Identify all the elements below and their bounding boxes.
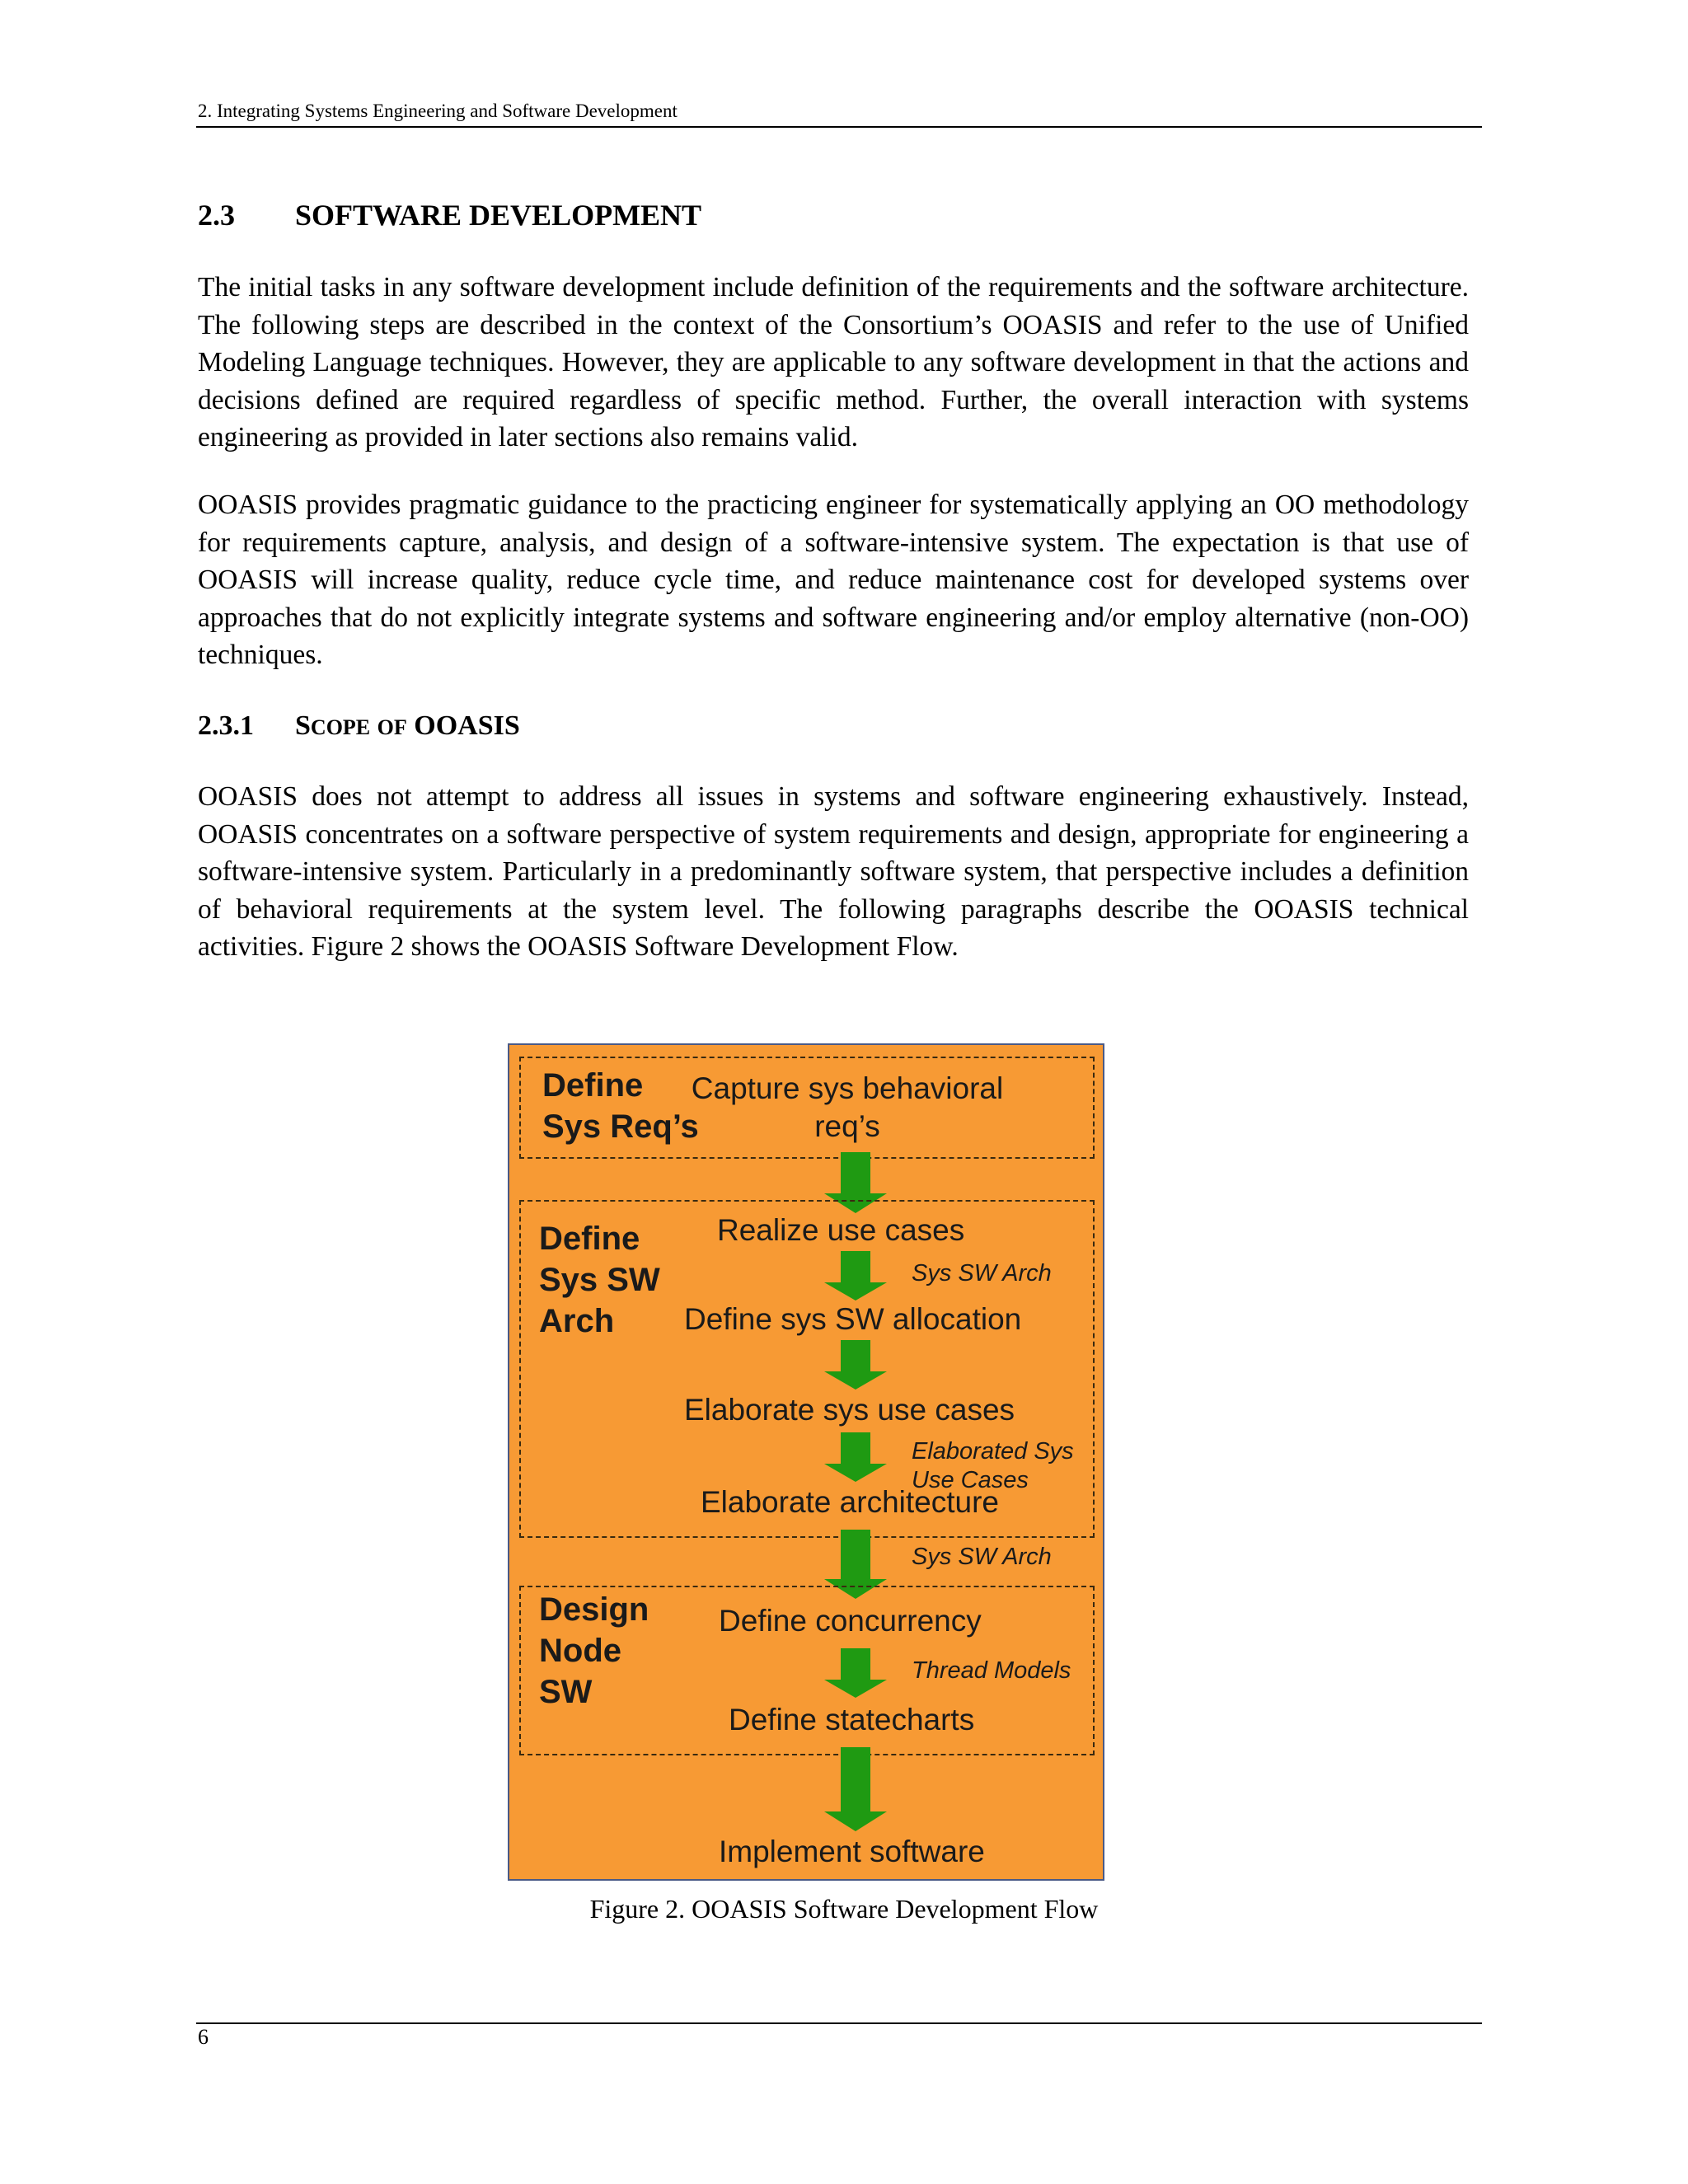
subsection-number: 2.3.1	[198, 710, 254, 741]
section-heading	[198, 198, 701, 232]
step-elaborate-architecture: Elaborate architecture	[701, 1485, 999, 1519]
artifact-sys-sw-arch: Sys SW Arch	[912, 1544, 1052, 1570]
page-number: 6	[198, 2025, 209, 2049]
step-capture-behavioral-reqs: Capture sys behavioral req’s	[691, 1071, 1004, 1143]
section-title: SOFTWARE DEVELOPMENT	[295, 199, 702, 232]
phase-define-sys-sw-arch: Define Sys SW Arch	[539, 1221, 660, 1339]
subsection-heading: 2.3.1 SCOPE OF OOASIS	[198, 710, 520, 741]
header-rule	[196, 126, 1482, 128]
section-number: 2.3	[198, 199, 235, 232]
step-realize-use-cases: Realize use cases	[717, 1213, 965, 1247]
development-flow-figure	[508, 1043, 1104, 1881]
footer-rule	[196, 2022, 1482, 2024]
figure-caption: Figure 2. OOASIS Software Development Flow	[589, 1894, 1099, 1924]
phase-design-node-sw: Design Node SW	[539, 1591, 649, 1710]
artifact-elaborated-sys-use-cases: Elaborated Sys Use Cases	[912, 1438, 1074, 1493]
step-define-concurrency: Define concurrency	[719, 1604, 982, 1638]
step-define-statecharts: Define statecharts	[729, 1703, 975, 1736]
step-define-sys-sw-allocation: Define sys SW allocation	[684, 1302, 1022, 1336]
paragraph-3: OOASIS does not attempt to address all issues in systems and software engineering exhaustively. Instead, OOASIS concentrates on a software perspective of system requirements and design, appropriate for engineering a software-intensive system. Particularly in a predominantly software system, that perspective includes a definition of behavioral requirements at the system level. The following paragraphs describe the OOASIS technical activities. Figure 2 shows the OOASIS Software Development Flow.	[198, 781, 1469, 962]
running-head: 2. Integrating Systems Engineering and Software Development	[198, 101, 678, 121]
step-implement-software: Implement software	[719, 1835, 985, 1868]
paragraph-2: OOASIS provides pragmatic guidance to the practicing engineer for systematically applying an OO methodology for requirements capture, analysis, and design of a software-intensive system. The expectation is that use of OOASIS will increase quality, reduce cycle time, and reduce maintenance cost for developed systems over approaches that do not explicitly integrate systems and software engineering and/or employ alternative (non-OO) techniques.	[198, 490, 1469, 670]
paragraph-1: The initial tasks in any software development include definition of the requirements and the software architecture. The following steps are described in the context of the Consortium’s OOASIS and refer to the use of Unified Modeling Language techniques. However, they are applicable to any software development in that the actions and decisions defined are required regardless of specific method. Further, the overall interaction with systems engineering as provided in later sections also remains valid.	[198, 272, 1469, 452]
phase-define-sys-reqs: Define Sys Req’s	[542, 1067, 699, 1145]
step-elaborate-sys-use-cases: Elaborate sys use cases	[684, 1393, 1015, 1427]
artifact-thread-models: Thread Models	[912, 1657, 1071, 1684]
artifact-sys-sw-arch: Sys SW Arch	[912, 1260, 1052, 1286]
